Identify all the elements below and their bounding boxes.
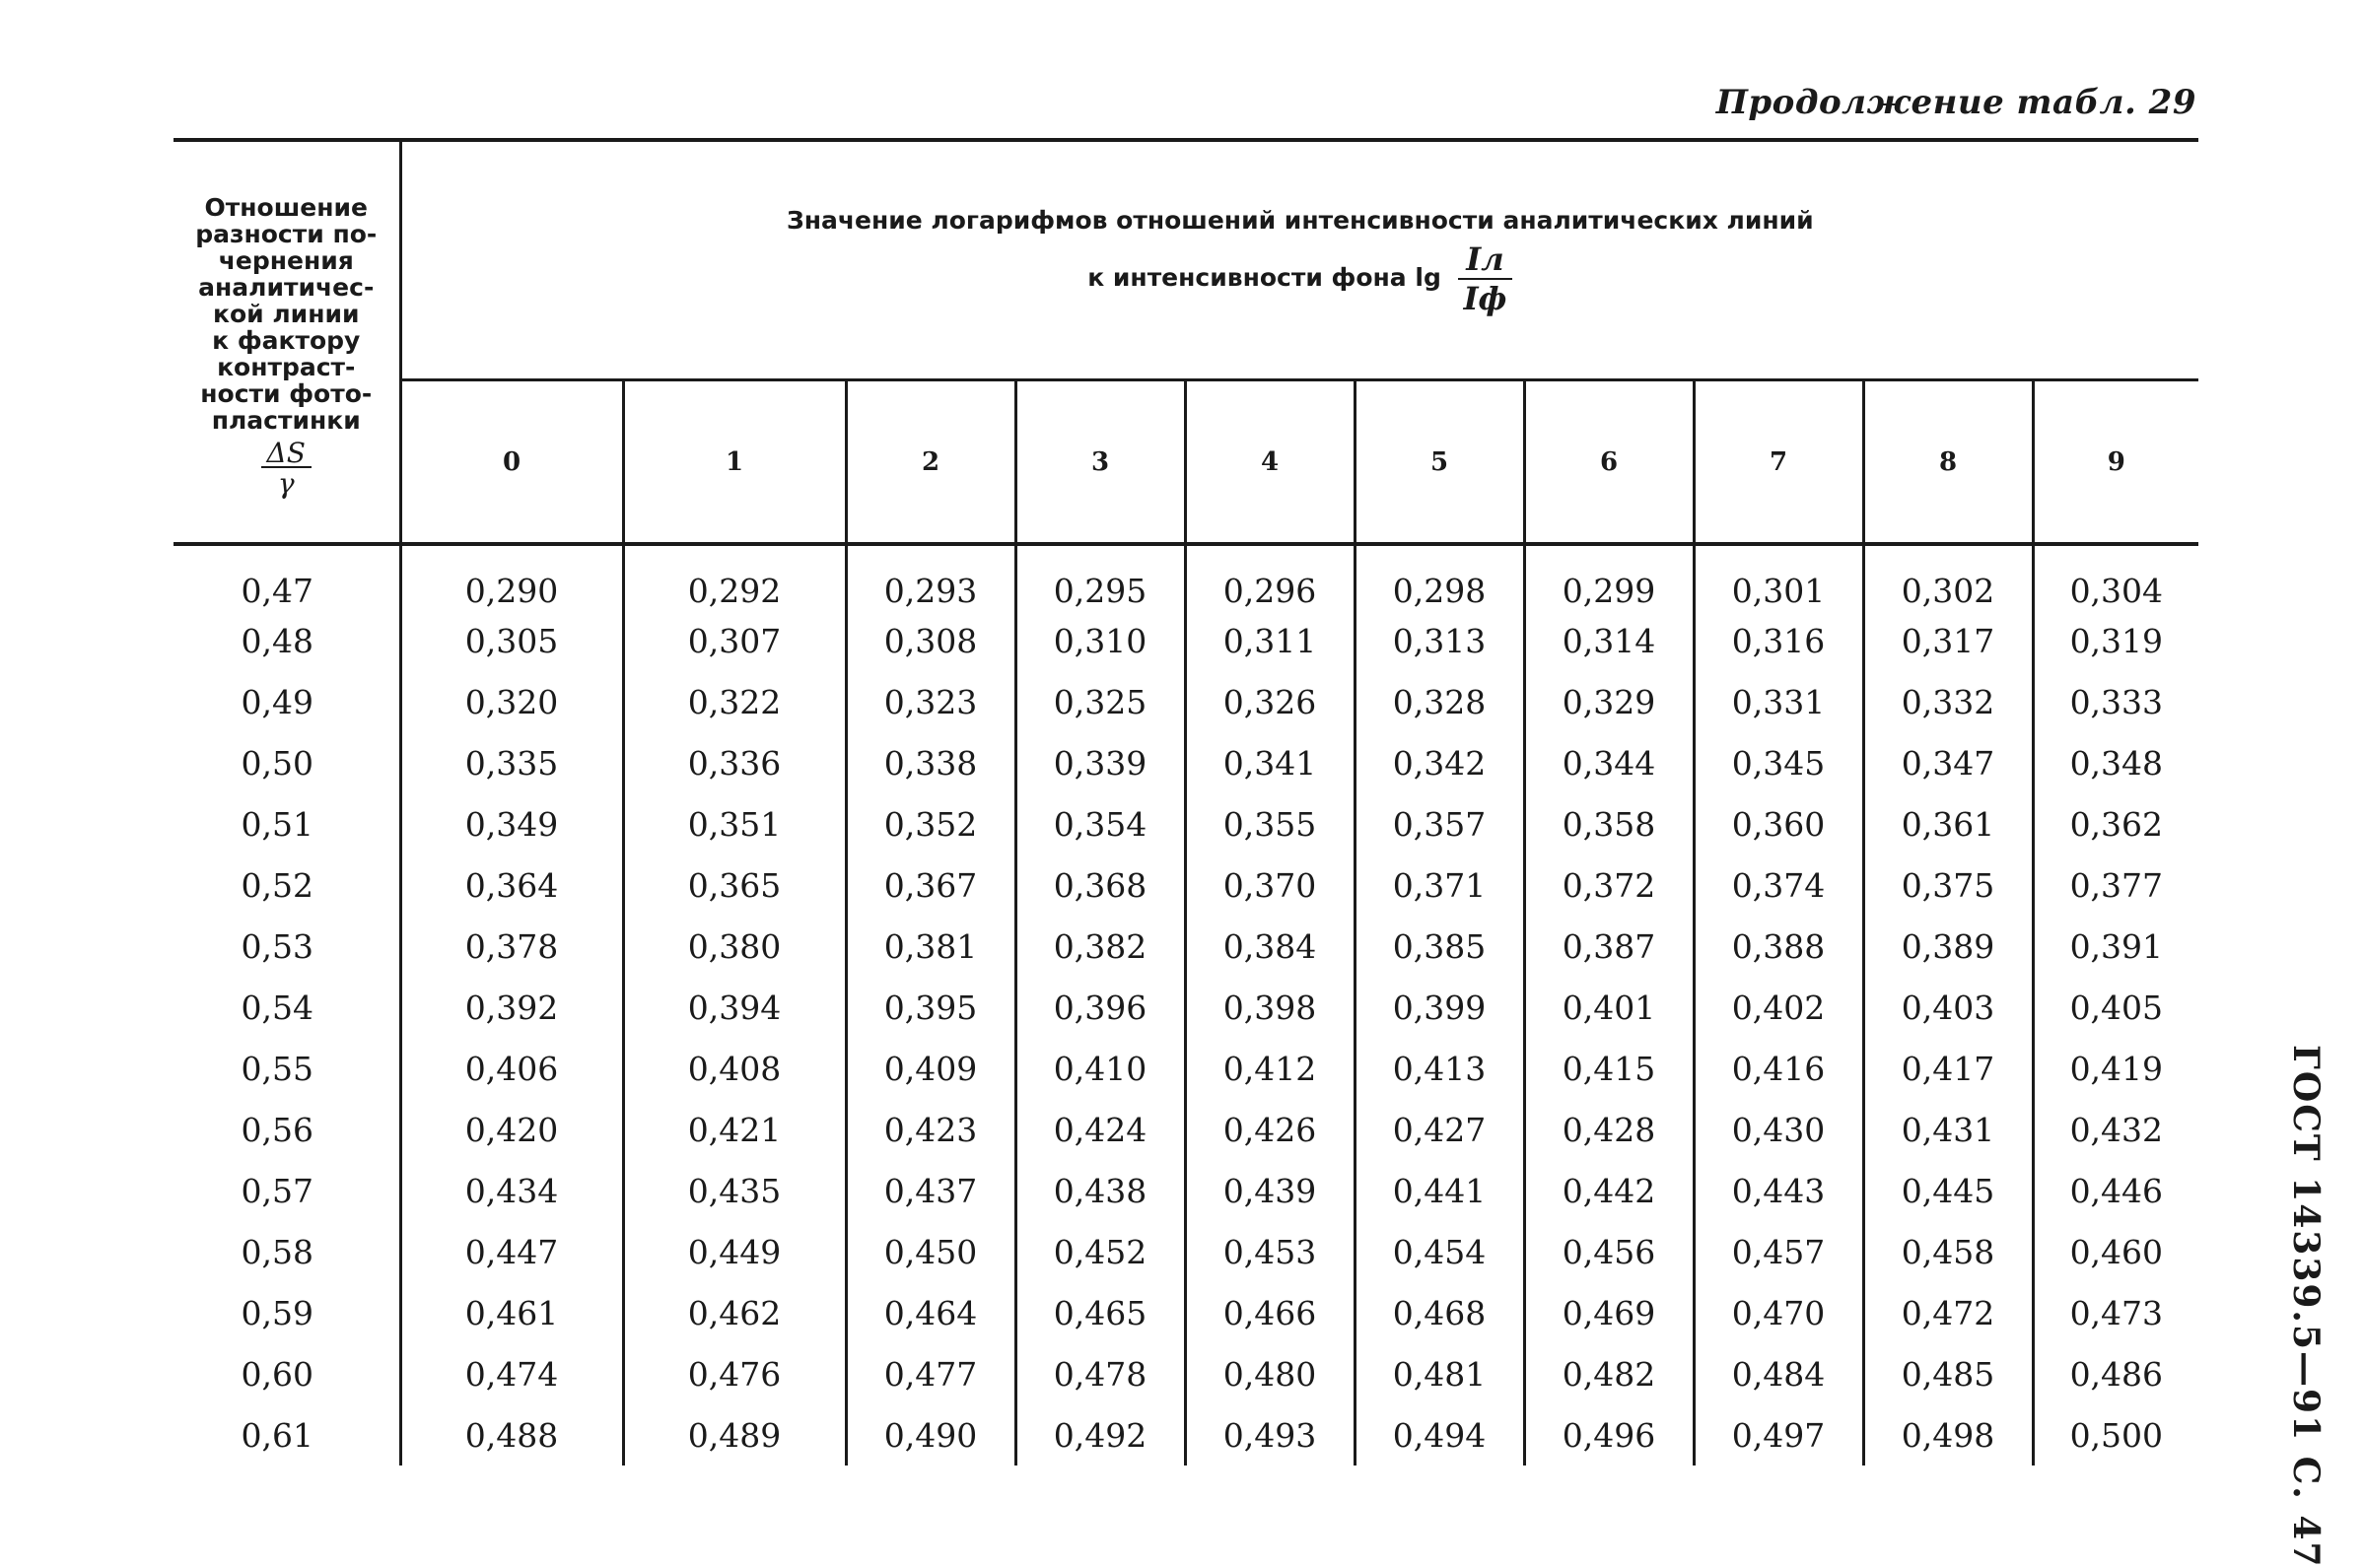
table-cell: 0,380 xyxy=(623,916,846,977)
table-cell: 0,398 xyxy=(1185,977,1355,1038)
row-stub-value: 0,51 xyxy=(174,793,400,854)
table-cell: 0,355 xyxy=(1185,793,1355,854)
table-cell: 0,335 xyxy=(464,743,559,783)
table-cell: 0,424 xyxy=(1015,1099,1185,1160)
table-cell: 0,401 xyxy=(1524,977,1694,1038)
stub-header-line: аналитичес- xyxy=(198,273,375,302)
table-cell: 0,408 xyxy=(623,1038,846,1099)
table-cell: 0,329 xyxy=(1524,671,1694,732)
table-cell: 0,332 xyxy=(1863,671,2033,732)
table-cell: 0,493 xyxy=(1185,1404,1355,1466)
table-cell: 0,328 xyxy=(1355,671,1524,732)
table-cell: 0,396 xyxy=(1015,977,1185,1038)
table-cell: 0,410 xyxy=(1015,1038,1185,1099)
row-stub-value: 0,59 xyxy=(174,1282,400,1343)
table-cell: 0,374 xyxy=(1694,854,1863,916)
stub-header-fraction xyxy=(261,437,312,500)
table-cell: 0,323 xyxy=(846,671,1015,732)
table-cell: 0,314 xyxy=(1524,610,1694,671)
table-cell: 0,377 xyxy=(2033,854,2198,916)
table-cell: 0,446 xyxy=(2033,1160,2198,1221)
table-cell: 0,454 xyxy=(1355,1221,1524,1282)
table-cell: 0,435 xyxy=(623,1160,846,1221)
table-cell: 0,372 xyxy=(1524,854,1694,916)
table-cell: 0,317 xyxy=(1863,610,2033,671)
table-cell: 0,331 xyxy=(1694,671,1863,732)
table-cell: 0,443 xyxy=(1694,1160,1863,1221)
table-cell: 0,485 xyxy=(1863,1343,2033,1404)
table-cell: 0,472 xyxy=(1863,1282,2033,1343)
table-cell: 0,308 xyxy=(846,610,1015,671)
table-cell: 0,347 xyxy=(1863,732,2033,793)
group-header-line-2-text: к интенсивности фона lg xyxy=(1087,263,1441,292)
column-header: 3 xyxy=(1015,380,1185,545)
document-page-label: ГОСТ 14339.5—91 С. 47 xyxy=(2285,1045,2327,1568)
table-cell: 0,399 xyxy=(1355,977,1524,1038)
table-cell: 0,370 xyxy=(1185,854,1355,916)
row-stub-value: 0,49 xyxy=(174,671,400,732)
table-cell: 0,494 xyxy=(1355,1404,1524,1466)
table-cell: 0,389 xyxy=(1863,916,2033,977)
table-cell: 0,426 xyxy=(1185,1099,1355,1160)
table-cell: 0,416 xyxy=(1694,1038,1863,1099)
table-cell: 0,469 xyxy=(1524,1282,1694,1343)
stub-header-line: кой линии xyxy=(213,300,360,328)
stub-header-line: разности по- xyxy=(195,220,378,248)
table-row xyxy=(174,1282,2198,1343)
log-ratio-formula xyxy=(1456,240,1513,317)
table-cell: 0,497 xyxy=(1694,1404,1863,1466)
table-cell: 0,406 xyxy=(464,1049,559,1088)
table-cell: 0,430 xyxy=(1694,1099,1863,1160)
table-row xyxy=(174,1343,2198,1404)
row-stub-value: 0,58 xyxy=(174,1221,400,1282)
table-cell: 0,395 xyxy=(846,977,1015,1038)
table-cell: 0,333 xyxy=(2033,671,2198,732)
table-cell: 0,478 xyxy=(1015,1343,1185,1404)
table-cell: 0,325 xyxy=(1015,671,1185,732)
table-cell: 0,482 xyxy=(1524,1343,1694,1404)
table-cell: 0,437 xyxy=(846,1160,1015,1221)
table-cell: 0,292 xyxy=(623,544,846,610)
table-cell: 0,431 xyxy=(1863,1099,2033,1160)
table-cell: 0,473 xyxy=(2033,1282,2198,1343)
table-cell: 0,381 xyxy=(846,916,1015,977)
table-cell: 0,489 xyxy=(623,1404,846,1466)
row-stub-value: 0,54 xyxy=(174,977,400,1038)
table-cell: 0,447 xyxy=(464,1232,559,1271)
table-cell: 0,461 xyxy=(464,1293,559,1332)
table-cell: 0,439 xyxy=(1185,1160,1355,1221)
table-cell: 0,441 xyxy=(1355,1160,1524,1221)
column-header: 5 xyxy=(1355,380,1524,545)
table-cell: 0,420 xyxy=(464,1110,559,1149)
table-row xyxy=(174,732,2198,793)
fraction-numerator: ΔS xyxy=(261,440,312,468)
table-cell: 0,296 xyxy=(1185,544,1355,610)
table-cell: 0,402 xyxy=(1694,977,1863,1038)
table-cell: 0,344 xyxy=(1524,732,1694,793)
table-row xyxy=(174,544,2198,610)
stub-header-line: пластинки xyxy=(211,406,361,435)
table-cell: 0,496 xyxy=(1524,1404,1694,1466)
column-header: 4 xyxy=(1185,380,1355,545)
table-cell: 0,365 xyxy=(623,854,846,916)
column-header: 0 xyxy=(502,446,521,477)
table-row xyxy=(174,1221,2198,1282)
table-cell: 0,313 xyxy=(1355,610,1524,671)
row-stub-value: 0,50 xyxy=(174,732,400,793)
formula-denominator: Iф xyxy=(1463,280,1507,317)
table-cell: 0,477 xyxy=(846,1343,1015,1404)
table-cell: 0,427 xyxy=(1355,1099,1524,1160)
table-cell: 0,453 xyxy=(1185,1221,1355,1282)
table-cell: 0,316 xyxy=(1694,610,1863,671)
table-row xyxy=(174,1099,2198,1160)
row-stub-value: 0,60 xyxy=(174,1343,400,1404)
table-cell: 0,302 xyxy=(1863,544,2033,610)
data-table xyxy=(174,138,2198,1466)
table-cell: 0,465 xyxy=(1015,1282,1185,1343)
table-cell: 0,311 xyxy=(1185,610,1355,671)
table-cell: 0,339 xyxy=(1015,732,1185,793)
table-row xyxy=(174,854,2198,916)
stub-header-line: чернения xyxy=(218,246,354,275)
table-cell: 0,352 xyxy=(846,793,1015,854)
row-stub-value: 0,56 xyxy=(174,1099,400,1160)
table-cell: 0,295 xyxy=(1015,544,1185,610)
table-cell: 0,385 xyxy=(1355,916,1524,977)
table-cell: 0,367 xyxy=(846,854,1015,916)
row-stub-value: 0,57 xyxy=(174,1160,400,1221)
table-cell: 0,326 xyxy=(1185,671,1355,732)
table-cell: 0,432 xyxy=(2033,1099,2198,1160)
table-cell: 0,468 xyxy=(1355,1282,1524,1343)
table-cell: 0,368 xyxy=(1015,854,1185,916)
table-cell: 0,434 xyxy=(464,1171,559,1210)
table-cell: 0,304 xyxy=(2033,544,2198,610)
table-cell: 0,488 xyxy=(464,1415,559,1455)
table-cell: 0,452 xyxy=(1015,1221,1185,1282)
column-header: 1 xyxy=(623,380,846,545)
table-cell: 0,361 xyxy=(1863,793,2033,854)
table-cell: 0,413 xyxy=(1355,1038,1524,1099)
table-cell: 0,362 xyxy=(2033,793,2198,854)
table-continuation-caption: Продолжение табл. 29 xyxy=(1715,83,2196,122)
table-cell: 0,307 xyxy=(623,610,846,671)
table-cell: 0,322 xyxy=(623,671,846,732)
table-cell: 0,423 xyxy=(846,1099,1015,1160)
table-cell: 0,498 xyxy=(1863,1404,2033,1466)
table-cell: 0,486 xyxy=(2033,1343,2198,1404)
table-cell: 0,456 xyxy=(1524,1221,1694,1282)
table-cell: 0,457 xyxy=(1694,1221,1863,1282)
table-cell: 0,290 xyxy=(464,572,559,610)
table-cell: 0,490 xyxy=(846,1404,1015,1466)
table-cell: 0,438 xyxy=(1015,1160,1185,1221)
table-cell: 0,301 xyxy=(1694,544,1863,610)
table-cell: 0,341 xyxy=(1185,732,1355,793)
table-cell: 0,387 xyxy=(1524,916,1694,977)
table-cell: 0,358 xyxy=(1524,793,1694,854)
formula-fraction xyxy=(1458,240,1513,317)
fraction-denominator: γ xyxy=(277,467,295,500)
table-cell: 0,342 xyxy=(1355,732,1524,793)
table-cell: 0,480 xyxy=(1185,1343,1355,1404)
table-row xyxy=(174,610,2198,671)
table-cell: 0,378 xyxy=(464,926,559,966)
table-cell: 0,319 xyxy=(2033,610,2198,671)
table-cell: 0,450 xyxy=(846,1221,1015,1282)
table-cell: 0,360 xyxy=(1694,793,1863,854)
table-cell: 0,384 xyxy=(1185,916,1355,977)
stub-header-line: Отношение xyxy=(204,193,368,222)
stub-header xyxy=(174,140,400,544)
table-row xyxy=(174,1404,2198,1466)
table-cell: 0,382 xyxy=(1015,916,1185,977)
row-stub-value: 0,52 xyxy=(174,854,400,916)
table-cell: 0,500 xyxy=(2033,1404,2198,1466)
table-cell: 0,445 xyxy=(1863,1160,2033,1221)
row-stub-value: 0,47 xyxy=(174,544,400,610)
table-cell: 0,320 xyxy=(464,682,559,721)
table-cell: 0,293 xyxy=(846,544,1015,610)
row-stub-value: 0,61 xyxy=(174,1404,400,1466)
table-row xyxy=(174,671,2198,732)
table-cell: 0,484 xyxy=(1694,1343,1863,1404)
table-cell: 0,428 xyxy=(1524,1099,1694,1160)
stub-header-line: контраст- xyxy=(217,353,356,381)
table-cell: 0,392 xyxy=(464,988,559,1027)
table-cell: 0,338 xyxy=(846,732,1015,793)
table-cell: 0,348 xyxy=(2033,732,2198,793)
table-cell: 0,391 xyxy=(2033,916,2198,977)
table-cell: 0,375 xyxy=(1863,854,2033,916)
table-cell: 0,364 xyxy=(464,865,559,905)
table-cell: 0,345 xyxy=(1694,732,1863,793)
table-row xyxy=(174,1160,2198,1221)
table-row xyxy=(174,1038,2198,1099)
table-cell: 0,357 xyxy=(1355,793,1524,854)
table-cell: 0,354 xyxy=(1015,793,1185,854)
table-cell: 0,305 xyxy=(464,621,559,660)
group-header-line-1: Значение логарифмов отношений интенсивности аналитических линий xyxy=(786,206,1814,235)
table-cell: 0,492 xyxy=(1015,1404,1185,1466)
table-cell: 0,464 xyxy=(846,1282,1015,1343)
table-cell: 0,388 xyxy=(1694,916,1863,977)
column-header: 6 xyxy=(1524,380,1694,545)
table-cell: 0,476 xyxy=(623,1343,846,1404)
table-cell: 0,442 xyxy=(1524,1160,1694,1221)
table-cell: 0,371 xyxy=(1355,854,1524,916)
column-header: 7 xyxy=(1694,380,1863,545)
table-cell: 0,299 xyxy=(1524,544,1694,610)
group-header xyxy=(400,140,2198,380)
table-cell: 0,394 xyxy=(623,977,846,1038)
column-header: 2 xyxy=(846,380,1015,545)
stub-header-line: ности фото- xyxy=(200,379,373,408)
table-cell: 0,474 xyxy=(464,1354,559,1394)
table-row xyxy=(174,977,2198,1038)
table-cell: 0,405 xyxy=(2033,977,2198,1038)
table-cell: 0,470 xyxy=(1694,1282,1863,1343)
row-stub-value: 0,53 xyxy=(174,916,400,977)
column-header: 8 xyxy=(1863,380,2033,545)
table-cell: 0,351 xyxy=(623,793,846,854)
table-cell: 0,349 xyxy=(464,804,559,844)
table-cell: 0,417 xyxy=(1863,1038,2033,1099)
table-cell: 0,409 xyxy=(846,1038,1015,1099)
table-row xyxy=(174,916,2198,977)
table-cell: 0,449 xyxy=(623,1221,846,1282)
group-header-line-2 xyxy=(402,240,2199,317)
table-cell: 0,466 xyxy=(1185,1282,1355,1343)
formula-numerator: Iл xyxy=(1458,240,1513,280)
table-cell: 0,458 xyxy=(1863,1221,2033,1282)
table-cell: 0,412 xyxy=(1185,1038,1355,1099)
table-cell: 0,336 xyxy=(623,732,846,793)
row-stub-value: 0,48 xyxy=(174,610,400,671)
table-cell: 0,415 xyxy=(1524,1038,1694,1099)
table-cell: 0,310 xyxy=(1015,610,1185,671)
table-cell: 0,298 xyxy=(1355,544,1524,610)
table-cell: 0,421 xyxy=(623,1099,846,1160)
table-cell: 0,460 xyxy=(2033,1221,2198,1282)
table-cell: 0,481 xyxy=(1355,1343,1524,1404)
column-header: 9 xyxy=(2033,380,2198,545)
table-row xyxy=(174,793,2198,854)
table-cell: 0,419 xyxy=(2033,1038,2198,1099)
stub-header-line: к фактору xyxy=(212,326,361,355)
row-stub-value: 0,55 xyxy=(174,1038,400,1099)
table-cell: 0,403 xyxy=(1863,977,2033,1038)
table-cell: 0,462 xyxy=(623,1282,846,1343)
